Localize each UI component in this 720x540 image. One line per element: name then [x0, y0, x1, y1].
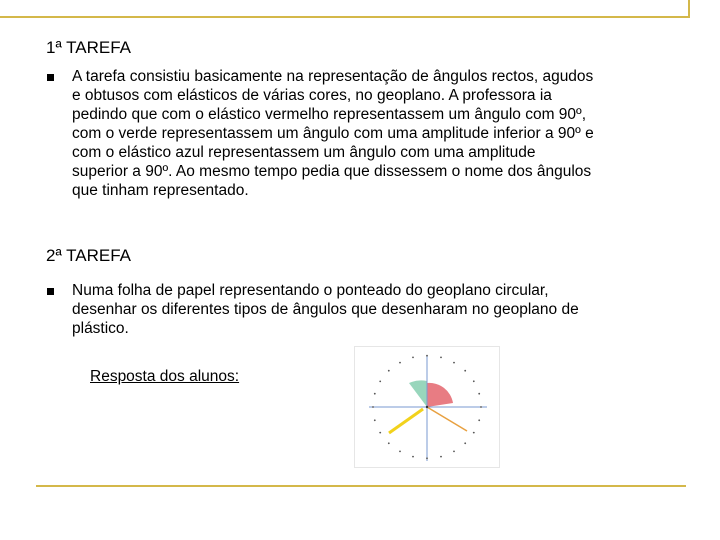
task2-heading: 2ª TAREFA — [46, 246, 132, 265]
geoboard-dot — [412, 357, 414, 359]
top-divider — [0, 16, 690, 18]
task1-line: pedindo que com o elástico vermelho representassem um ângulo com 90º, — [72, 106, 586, 123]
bottom-divider — [36, 485, 686, 487]
geoboard-dot — [453, 451, 455, 453]
geoboard-dot — [379, 381, 381, 383]
geoboard-dot — [478, 419, 480, 421]
task1-line: que tinham representado. — [72, 182, 249, 199]
answer-label: Resposta dos alunos: — [90, 368, 240, 385]
geoboard-dot — [426, 355, 428, 357]
bullet-icon — [47, 74, 54, 81]
geoboard-dot — [440, 357, 442, 359]
geoboard-dot — [473, 380, 475, 382]
geoboard-dot — [478, 393, 480, 395]
yellow-angle-line — [389, 409, 423, 433]
red-angle-shape — [427, 383, 453, 407]
geoboard-dot — [374, 393, 376, 395]
task2-line: Numa folha de papel representando o ponteado do geoplano circular, — [72, 282, 549, 299]
geoboard-dot — [399, 362, 401, 364]
geoboard-dot — [464, 370, 466, 372]
task2-paragraph — [72, 281, 579, 338]
geoboard-dot — [473, 432, 475, 434]
green-angle-shape — [409, 380, 427, 407]
student-drawing-image — [354, 346, 500, 468]
bullet-icon — [47, 288, 54, 295]
geoboard-dot — [480, 406, 482, 408]
task1-line: com o elástico azul representassem um ângulo com uma amplitude — [72, 144, 536, 161]
task1-line: com o verde representassem um ângulo com uma amplitude inferior a 90º e — [72, 125, 594, 142]
corner-divider — [688, 0, 690, 17]
geoboard-dot — [388, 442, 390, 444]
task1-line: superior a 90º. Ao mesmo tempo pedia que dissessem o nome dos ângulos — [72, 163, 592, 180]
task1-line: e obtusos com elásticos de várias cores, no geoplano. A professora ia — [72, 87, 552, 104]
geoboard-dot — [440, 456, 442, 458]
geoboard-dot — [399, 451, 401, 453]
geoboard-dot — [372, 406, 374, 408]
task1-heading: 1ª TAREFA — [46, 38, 132, 57]
geoboard-dot — [426, 457, 428, 459]
geoboard-dot — [464, 442, 466, 444]
task2-line: desenhar os diferentes tipos de ângulos que desenharam no geoplano de — [72, 301, 579, 318]
task1-paragraph — [72, 67, 594, 200]
geoboard-dot — [388, 370, 390, 372]
task1-line: A tarefa consistiu basicamente na representação de ângulos rectos, agudos — [72, 68, 594, 85]
geoboard-dot — [453, 362, 455, 364]
geoboard-dot — [374, 419, 376, 421]
center-dot — [426, 406, 428, 408]
orange-angle-line — [427, 407, 467, 431]
circular-geoboard-drawing — [355, 347, 499, 467]
geoboard-dot — [412, 456, 414, 458]
task2-line: plástico. — [72, 320, 129, 337]
geoboard-dot — [379, 432, 381, 434]
